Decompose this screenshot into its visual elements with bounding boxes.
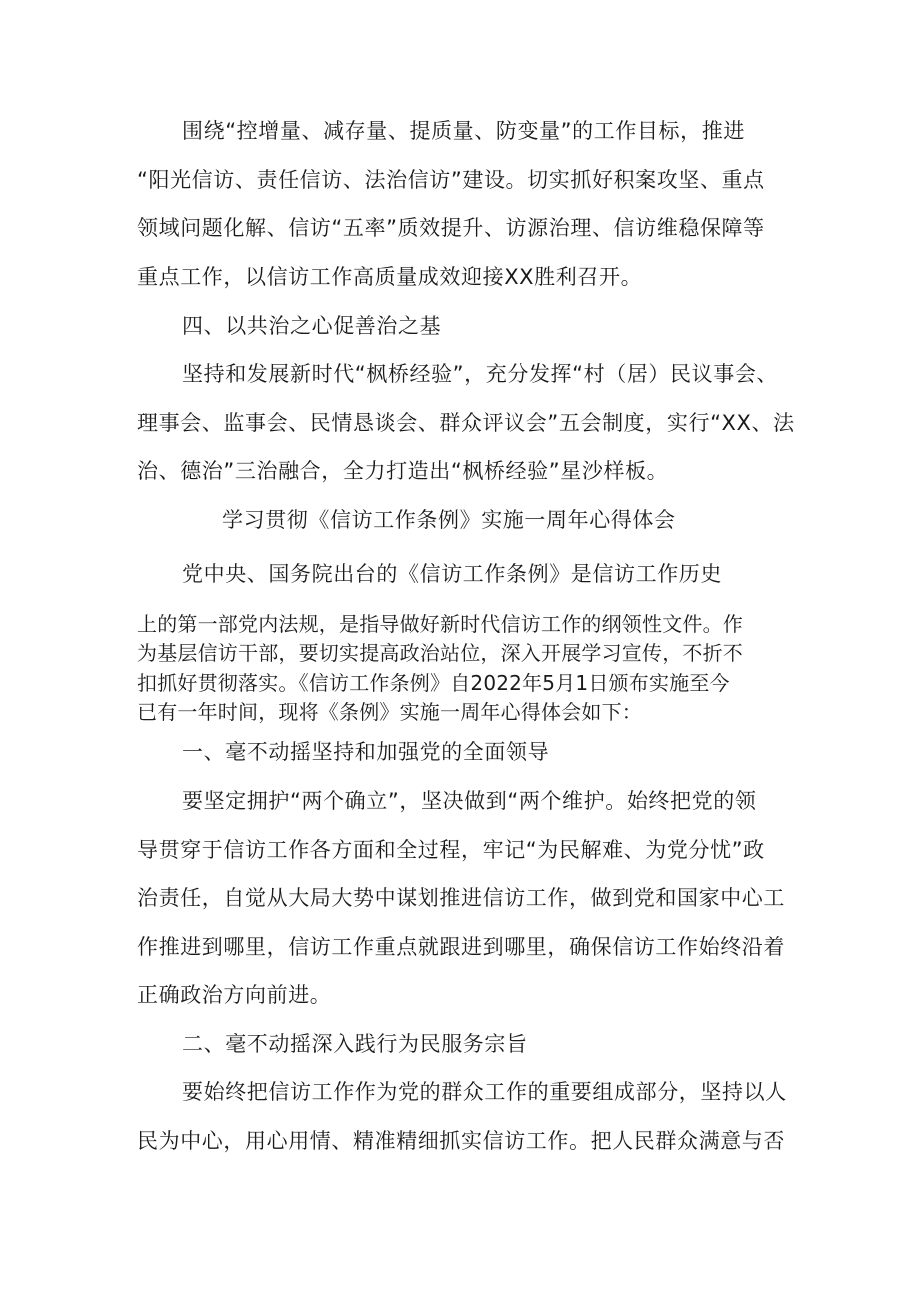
section-heading: 一、毫不动摇坚持和加强党的全面领导 <box>182 740 550 764</box>
paragraph-line: 围绕“控增量、减存量、提质量、防变量”的工作目标，推进 <box>182 119 745 143</box>
paragraph-line: 已有一年时间，现将《条例》实施一周年心得体会如下： <box>137 700 642 724</box>
paragraph-line: 要始终把信访工作作为党的群众工作的重要组成部分，坚持以人 <box>182 1080 787 1104</box>
document-title: 学习贯彻《信访工作条例》实施一周年心得体会 <box>222 508 676 532</box>
paragraph-line: 党中央、国务院出台的《信访工作条例》是信访工作历史 <box>182 562 722 586</box>
paragraph-line: 重点工作，以信访工作高质量成效迎接XX胜利召开。 <box>137 265 643 289</box>
paragraph-line: 治责任，自觉从大局大势中谋划推进信访工作，做到党和国家中心工 <box>137 886 785 910</box>
paragraph-line: 要坚定拥护“两个确立”，坚决做到“两个维护。始终把党的领 <box>182 789 757 813</box>
paragraph-line: 民为中心，用心用情、精准精细抓实信访工作。把人民群众满意与否 <box>137 1129 785 1153</box>
paragraph-line: 扣抓好贯彻落实。《信访工作条例》自2022年5月1日颁布实施至今 <box>137 671 730 695</box>
paragraph-line: 作推进到哪里，信访工作重点就跟进到哪里，确保信访工作始终沿着 <box>137 935 785 959</box>
paragraph-line: 上的第一部党内法规，是指导做好新时代信访工作的纲领性文件。作 <box>137 612 743 636</box>
paragraph-line: 为基层信访干部，要切实提高政治站位，深入开展学习宣传，不折不 <box>137 641 743 665</box>
paragraph-line: 导贯穿于信访工作各方面和全过程，牢记“为民解难、为党分忧”政 <box>137 838 765 862</box>
paragraph-line: 正确政治方向前进。 <box>137 983 332 1007</box>
section-heading: 四、以共治之心促善治之基 <box>182 314 442 338</box>
paragraph-line: “阳光信访、责任信访、法治信访”建设。切实抓好积案攻坚、重点 <box>137 168 765 192</box>
paragraph-line: 治、德治”三治融合，全力打造出“枫桥经验”星沙样板。 <box>137 459 669 483</box>
paragraph-line: 理事会、监事会、民情恳谈会、群众评议会”五会制度，实行“XX、法 <box>137 411 795 435</box>
paragraph-line: 坚持和发展新时代“枫桥经验”，充分发挥“村（居）民议事会、 <box>182 362 779 386</box>
section-heading: 二、毫不动摇深入践行为民服务宗旨 <box>182 1032 528 1056</box>
paragraph-line: 领域问题化解、信访“五率”质效提升、访源治理、信访维稳保障等 <box>137 216 765 240</box>
